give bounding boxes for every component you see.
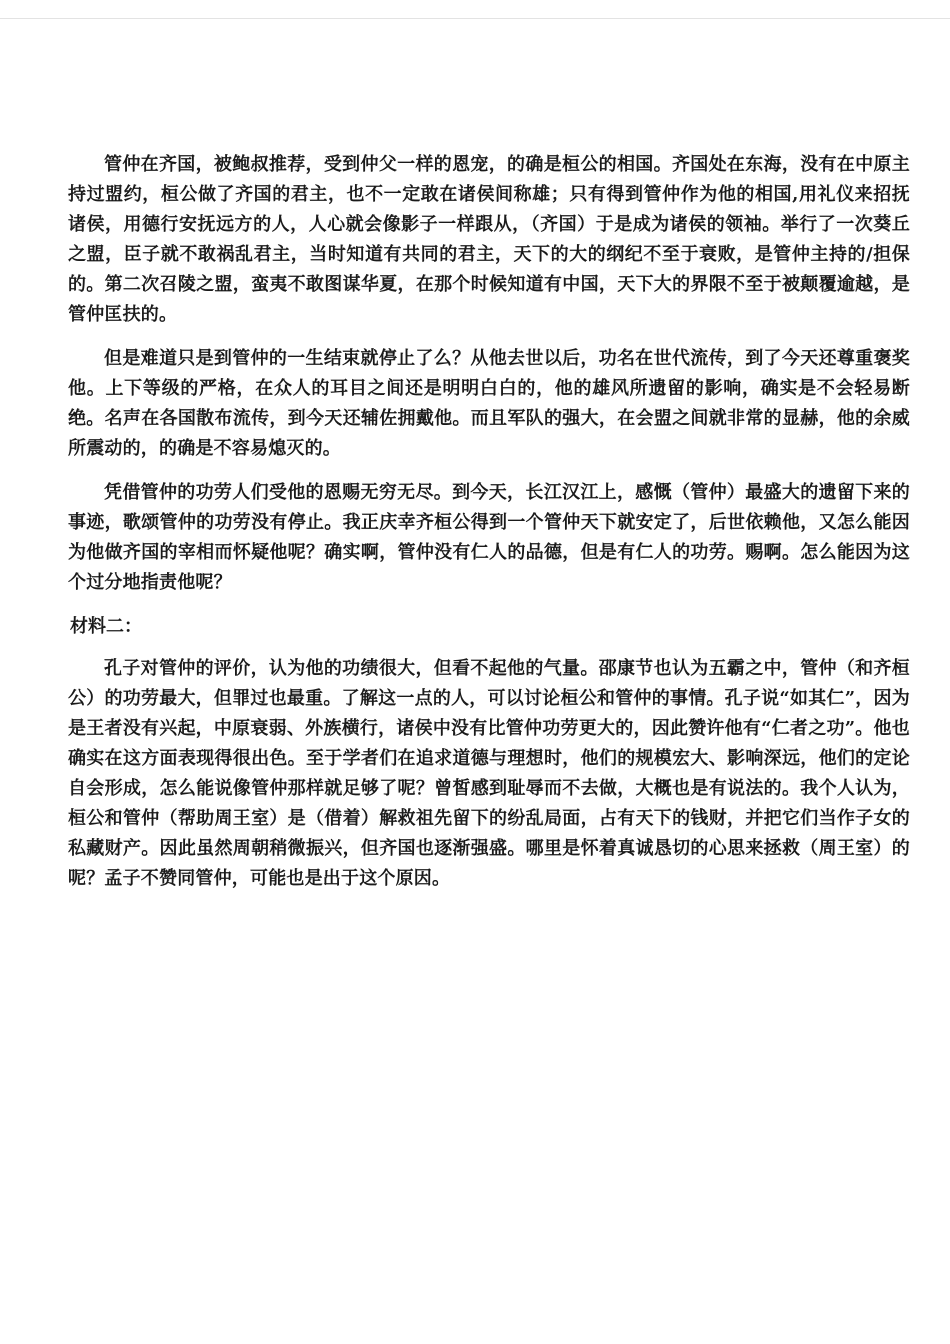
material-one-paragraph-3: 凭借管仲的功劳人们受他的恩赐无穷无尽。到今天，长江汉江上，感慨（管仲）最盛大的遗留下来的事迹，歌颂管仲的功劳没有停止。我正庆幸齐桓公得到一个管仲天下就安定了，后世依赖他，又怎么能因为他做齐国的宰相而怀疑他呢？确实啊，管仲没有仁人的品德，但是有仁人的功劳。赐啊。怎么能因为这个过分地指责他呢？ bbox=[68, 482, 910, 593]
document-body bbox=[68, 150, 910, 908]
material-one-paragraph-1: 管仲在齐国，被鲍叔推荐，受到仲父一样的恩宠，的确是桓公的相国。齐国处在东海，没有在中原主持过盟约，桓公做了齐国的君主，也不一定敢在诸侯间称雄；只有得到管仲作为他的相国,用礼仪来招抚诸侯，用德行安抚远方的人，人心就会像影子一样跟从，（齐国）于是成为诸侯的领袖。举行了一次葵丘之盟，臣子就不敢祸乱君主，当时知道有共同的君主，天下的大的纲纪不至于衰败，是管仲主持的/担保的。第二次召陵之盟，蛮夷不敢图谋华夏，在那个时候知道有中国，天下大的界限不至于被颠覆逾越，是管仲匡扶的。 bbox=[68, 154, 910, 325]
material-one-paragraph-2: 但是难道只是到管仲的一生结束就停止了么？从他去世以后，功名在世代流传，到了今天还尊重褒奖他。上下等级的严格，在众人的耳目之间还是明明白白的，他的雄风所遗留的影响，确实是不会轻易断绝。名声在各国散布流传，到今天还辅佐拥戴他。而且军队的强大，在会盟之间就非常的显赫，他的余威所震动的，的确是不容易熄灭的。 bbox=[68, 348, 910, 459]
material-two-heading: 材料二： bbox=[70, 616, 142, 637]
top-divider bbox=[0, 18, 950, 19]
material-two-paragraph: 孔子对管仲的评价，认为他的功绩很大，但看不起他的气量。邵康节也认为五霸之中，管仲（和齐桓公）的功劳最大，但罪过也最重。了解这一点的人，可以讨论桓公和管仲的事情。孔子说“如其仁”，因为是王者没有兴起，中原衰弱、外族横行，诸侯中没有比管仲功劳更大的，因此赞许他有“仁者之功”。他也确实在这方面表现得很出色。至于学者们在追求道德与理想时，他们的规模宏大、影响深远，他们的定论自会形成，怎么能说像管仲那样就足够了呢？曾皙感到耻辱而不去做，大概也是有说法的。我个人认为，桓公和管仲（帮助周王室）是（借着）解救祖先留下的纷乱局面，占有天下的钱财，并把它们当作子女的私藏财产。因此虽然周朝稍微振兴，但齐国也逐渐强盛。哪里是怀着真诚恳切的心思来拯救（周王室）的呢？孟子不赞同管仲，可能也是出于这个原因。 bbox=[68, 658, 910, 889]
